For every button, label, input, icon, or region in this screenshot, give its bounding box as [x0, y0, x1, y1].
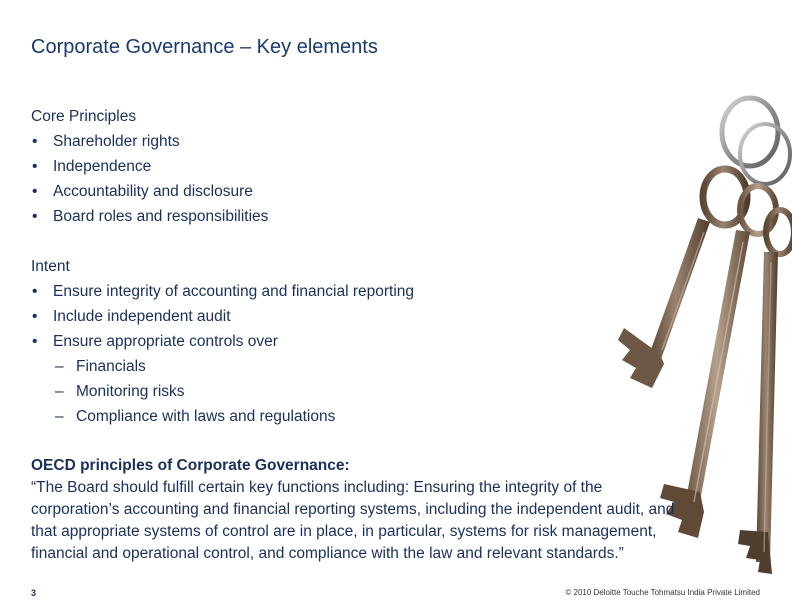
- dash-icon: –: [55, 383, 64, 400]
- list-item: – Monitoring risks: [31, 379, 491, 404]
- bullet-icon: •: [32, 308, 38, 325]
- oecd-heading: OECD principles of Corporate Governance:: [31, 457, 350, 474]
- bullet-icon: •: [32, 283, 38, 300]
- intent-list: [31, 279, 491, 354]
- list-item: – Compliance with laws and regulations: [31, 404, 491, 429]
- core-principles-heading: Core Principles: [31, 108, 137, 125]
- intent-sub-list: [31, 354, 491, 429]
- list-item: • Board roles and responsibilities: [31, 204, 491, 229]
- list-item: • Include independent audit: [31, 304, 491, 329]
- bullet-icon: •: [32, 208, 38, 225]
- dash-icon: –: [55, 408, 64, 425]
- bullet-icon: •: [32, 158, 38, 175]
- spacer: [31, 229, 491, 254]
- dash-icon: –: [55, 358, 64, 375]
- oecd-section: [31, 455, 681, 565]
- list-item: – Financials: [31, 354, 491, 379]
- list-item: • Ensure integrity of accounting and financial reporting: [31, 279, 491, 304]
- bullet-icon: •: [32, 183, 38, 200]
- copyright-notice: © 2010 Deloitte Touche Tohmatsu India Private Limited: [565, 588, 760, 597]
- oecd-quote: “The Board should fulfill certain key functions including: Ensuring the integrity of the corporation’s accounting and financial reporting systems, including the independent audit, and that appropriate systems of control are in place, in particular, systems for risk management, financial and operational control, and compliance with the law and relevant standards.”: [31, 479, 675, 562]
- bullet-icon: •: [32, 133, 38, 150]
- slide-title: Corporate Governance – Key elements: [31, 36, 378, 58]
- intent-heading: Intent: [31, 258, 70, 275]
- core-principles-list: [31, 129, 491, 229]
- list-item: • Ensure appropriate controls over: [31, 329, 491, 354]
- list-item: • Accountability and disclosure: [31, 179, 491, 204]
- list-item: • Shareholder rights: [31, 129, 491, 154]
- page-number: 3: [31, 588, 37, 598]
- slide-body: [31, 104, 491, 429]
- list-item: • Independence: [31, 154, 491, 179]
- bullet-icon: •: [32, 333, 38, 350]
